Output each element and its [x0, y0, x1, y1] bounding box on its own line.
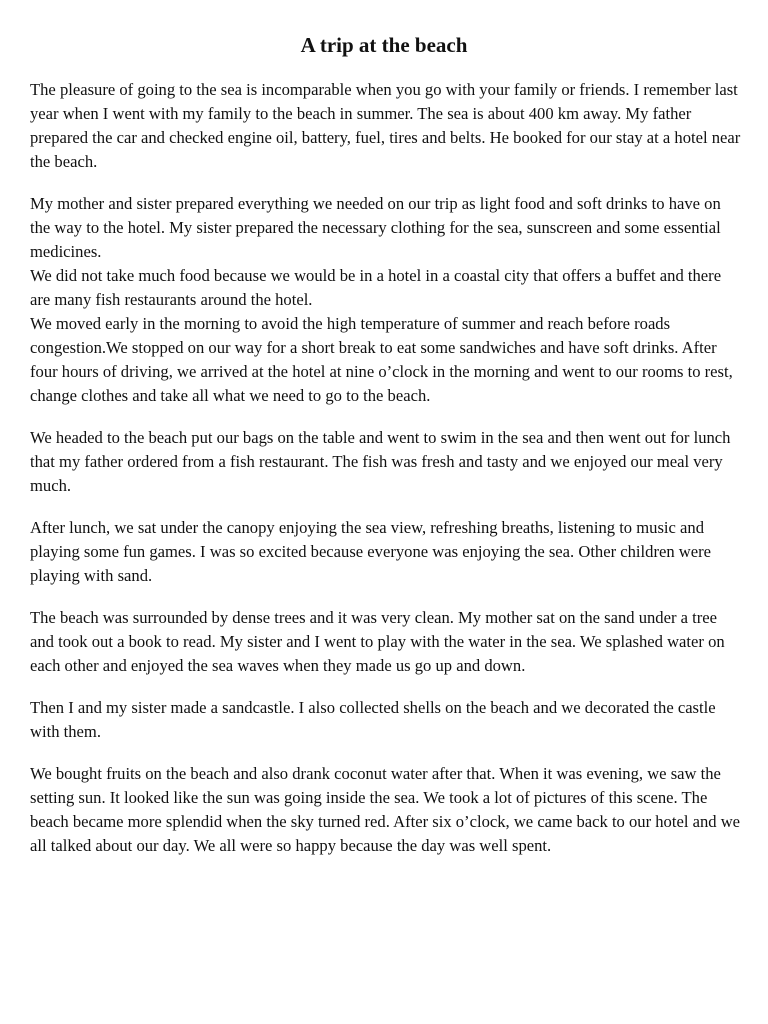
paragraph-swimming-lunch: We headed to the beach put our bags on the table and went to swim in the sea and then went out for lunch that my father ordered from a fish restaurant. The fish was fresh and tasty and we enjoyed our meal very much. [30, 428, 731, 495]
paragraph-evening: We bought fruits on the beach and also drank coconut water after that. When it was evening, we saw the setting sun. It looked like the sun was going inside the sea. We took a lot of pictures of this scene. The beach became more splendid when the sky turned red. After six o’clock, we came back to our hotel and we all talked about our day. We all were so happy because the day was well spent. [30, 764, 741, 855]
paragraph-packing: My mother and sister prepared everything we needed on our trip as light food and soft drinks to have on the way to the hotel. My sister prepared the necessary clothing for the sea, sunscreen and some essential medicines. [30, 194, 721, 261]
paragraph-afternoon: After lunch, we sat under the canopy enjoying the sea view, refreshing breaths, listening to music and playing some fun games. I was so excited because everyone was enjoying the sea. Other children were playing with sand. [30, 518, 712, 585]
paragraph-food: We did not take much food because we would be in a hotel in a coastal city that offers a buffet and there are many fish restaurants around the hotel. [30, 266, 722, 309]
paragraph-beach-play: The beach was surrounded by dense trees and it was very clean. My mother sat on the sand under a tree and took out a book to read. My sister and I went to play with the water in the sea. We splashed water on each other and enjoyed the sea waves when they made us go up and down. [30, 608, 725, 675]
document-body [30, 78, 744, 876]
paragraph-journey: We moved early in the morning to avoid the high temperature of summer and reach before roads congestion.We stopped on our way for a short break to eat some sandwiches and have soft drinks. After four hours of driving, we arrived at the hotel at nine o’clock in the morning and went to our rooms to rest, change clothes and take all what we need to go to the beach. [30, 314, 733, 405]
paragraph-sandcastle: Then I and my sister made a sandcastle. I also collected shells on the beach and we decorated the castle with them. [30, 698, 716, 741]
paragraph-preparation: The pleasure of going to the sea is incomparable when you go with your family or friends. I remember last year when I went with my family to the beach in summer. The sea is about 400 km away. My father prepared the car and checked engine oil, battery, fuel, tires and belts. He booked for our stay at a hotel near the beach. [30, 80, 741, 171]
document-title: A trip at the beach [300, 33, 468, 57]
